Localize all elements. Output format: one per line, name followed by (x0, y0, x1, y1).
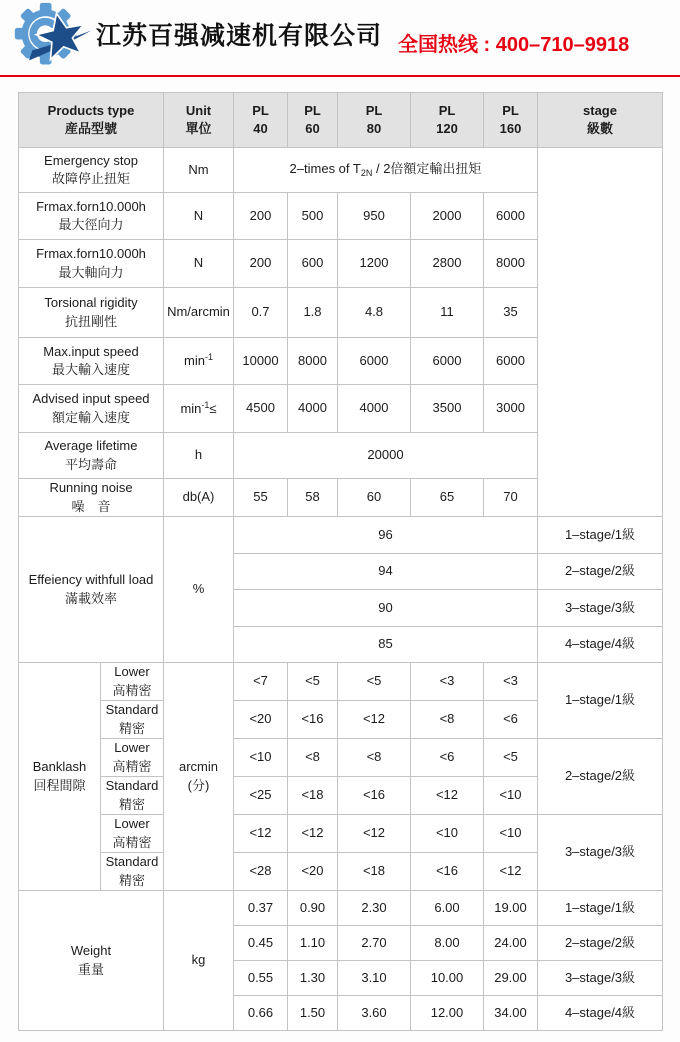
value-cell: <10 (484, 815, 538, 853)
value-cell: <8 (338, 739, 411, 777)
value-cell: <28 (234, 853, 288, 891)
stage-cell: 2–stage/2級 (538, 926, 663, 961)
grade-label: Lower 高精密 (101, 739, 164, 777)
unit-cell: Nm/arcmin (164, 288, 234, 338)
row-backlash-1 (19, 663, 663, 701)
value-cell: 6000 (411, 338, 484, 385)
value-cell: 2.70 (338, 926, 411, 961)
value-cell: <5 (288, 663, 338, 701)
value-cell: 1.10 (288, 926, 338, 961)
value-cell: 500 (288, 193, 338, 240)
value-cell: 1.8 (288, 288, 338, 338)
row-label-backlash: Banklash 回程間隙 (19, 663, 101, 891)
value-cell: <8 (411, 701, 484, 739)
value-cell: 12.00 (411, 996, 484, 1031)
value-cell: <16 (288, 701, 338, 739)
row-backlash-5 (19, 815, 663, 853)
value-cell: 70 (484, 479, 538, 517)
value-cell: <12 (411, 777, 484, 815)
value-cell: <5 (338, 663, 411, 701)
grade-label: Standard 精密 (101, 701, 164, 739)
stage-cell: 1–stage/1級 (538, 517, 663, 554)
row-emergency-stop (19, 148, 663, 193)
col-header-pl80: PL 80 (338, 93, 411, 148)
value-cell: 0.7 (234, 288, 288, 338)
value-cell: 6000 (338, 338, 411, 385)
row-label: Emergency stop 故障停止扭矩 (19, 148, 164, 193)
merged-value-cell: 20000 (234, 433, 538, 479)
value-cell: 65 (411, 479, 484, 517)
row-label: Frmax.forn10.000h 最大徑向力 (19, 193, 164, 240)
unit-cell: $\min^{-1}$ (164, 338, 234, 385)
value-cell: 3.60 (338, 996, 411, 1031)
table-header-row (19, 93, 663, 148)
value-cell: 58 (288, 479, 338, 517)
col-header-stage: stage 級數 (538, 93, 663, 148)
value-cell: 8000 (484, 240, 538, 288)
hotline-text: 全国热线 : 400–710–9918 (398, 34, 630, 56)
spec-table (18, 92, 663, 1031)
stage-empty-cell (538, 148, 663, 517)
value-cell: 4000 (338, 385, 411, 433)
row-weight-1 (19, 891, 663, 926)
value-cell: <12 (234, 815, 288, 853)
value-cell: 8000 (288, 338, 338, 385)
stage-cell: 3–stage/3級 (538, 961, 663, 996)
grade-label: Standard 精密 (101, 853, 164, 891)
unit-cell: db(A) (164, 479, 234, 517)
merged-value-cell: 85 (234, 627, 538, 663)
value-cell: <12 (338, 815, 411, 853)
merged-value-cell: 2–times of $T_{2N} / 2$倍額定輸出扭矩 (234, 148, 538, 193)
value-cell: 0.37 (234, 891, 288, 926)
value-cell: 0.45 (234, 926, 288, 961)
value-cell: 6000 (484, 338, 538, 385)
value-cell: 10000 (234, 338, 288, 385)
row-label: Average lifetime 平均壽命 (19, 433, 164, 479)
col-header-pl160: PL 160 (484, 93, 538, 148)
row-label-weight: Weight 重量 (19, 891, 164, 1031)
value-cell: <12 (288, 815, 338, 853)
row-label-efficiency: Effeiency withfull load 滿載效率 (19, 517, 164, 663)
value-cell: <5 (484, 739, 538, 777)
value-cell: 4000 (288, 385, 338, 433)
unit-cell: N (164, 240, 234, 288)
unit-cell: kg (164, 891, 234, 1031)
value-cell: <6 (484, 701, 538, 739)
stage-cell: 3–stage/3級 (538, 815, 663, 891)
unit-cell: Nm (164, 148, 234, 193)
value-cell: 55 (234, 479, 288, 517)
grade-label: Lower 高精密 (101, 815, 164, 853)
stage-cell: 1–stage/1級 (538, 891, 663, 926)
value-cell: <10 (484, 777, 538, 815)
value-cell: 29.00 (484, 961, 538, 996)
row-backlash-3 (19, 739, 663, 777)
unit-cell: arcmin (分) (164, 663, 234, 891)
stage-cell: 3–stage/3級 (538, 590, 663, 627)
value-cell: 200 (234, 240, 288, 288)
value-cell: 10.00 (411, 961, 484, 996)
unit-cell: % (164, 517, 234, 663)
value-cell: 35 (484, 288, 538, 338)
value-cell: 4.8 (338, 288, 411, 338)
value-cell: 1200 (338, 240, 411, 288)
value-cell: 2800 (411, 240, 484, 288)
col-header-pl120: PL 120 (411, 93, 484, 148)
value-cell: 1.50 (288, 996, 338, 1031)
stage-cell: 2–stage/2級 (538, 739, 663, 815)
value-cell: 950 (338, 193, 411, 240)
stage-cell: 1–stage/1級 (538, 663, 663, 739)
value-cell: 0.66 (234, 996, 288, 1031)
value-cell: 1.30 (288, 961, 338, 996)
merged-value-cell: 90 (234, 590, 538, 627)
value-cell: 19.00 (484, 891, 538, 926)
row-label: Max.input speed 最大輸入速度 (19, 338, 164, 385)
value-cell: 60 (338, 479, 411, 517)
divider-line (0, 75, 680, 77)
col-header-pl40: PL 40 (234, 93, 288, 148)
value-cell: 11 (411, 288, 484, 338)
merged-value-cell: 94 (234, 554, 538, 590)
grade-label: Standard 精密 (101, 777, 164, 815)
value-cell: 0.55 (234, 961, 288, 996)
value-cell: <20 (288, 853, 338, 891)
company-name: 江苏百强减速机有限公司 (96, 22, 383, 50)
merged-value-cell: 96 (234, 517, 538, 554)
value-cell: <20 (234, 701, 288, 739)
value-cell: <16 (338, 777, 411, 815)
col-header-pl60: PL 60 (288, 93, 338, 148)
unit-cell: $\min^{-1}\le$ (164, 385, 234, 433)
value-cell: <18 (288, 777, 338, 815)
value-cell: <8 (288, 739, 338, 777)
value-cell: <3 (484, 663, 538, 701)
value-cell: 2000 (411, 193, 484, 240)
stage-cell: 4–stage/4級 (538, 996, 663, 1031)
stage-cell: 4–stage/4級 (538, 627, 663, 663)
value-cell: 8.00 (411, 926, 484, 961)
value-cell: <25 (234, 777, 288, 815)
gear-star-logo-icon (12, 2, 96, 72)
value-cell: 4500 (234, 385, 288, 433)
value-cell: <3 (411, 663, 484, 701)
value-cell: <7 (234, 663, 288, 701)
value-cell: <10 (234, 739, 288, 777)
value-cell: <6 (411, 739, 484, 777)
value-cell: 0.90 (288, 891, 338, 926)
row-efficiency-1 (19, 517, 663, 554)
row-label: Running noise 噪 音 (19, 479, 164, 517)
value-cell: 3500 (411, 385, 484, 433)
value-cell: <16 (411, 853, 484, 891)
value-cell: 2.30 (338, 891, 411, 926)
value-cell: 200 (234, 193, 288, 240)
value-cell: <12 (338, 701, 411, 739)
row-label: Frmax.forn10.000h 最大軸向力 (19, 240, 164, 288)
row-label: Torsional rigidity 抗扭剛性 (19, 288, 164, 338)
value-cell: <10 (411, 815, 484, 853)
value-cell: <12 (484, 853, 538, 891)
value-cell: <18 (338, 853, 411, 891)
grade-label: Lower 高精密 (101, 663, 164, 701)
col-header-unit: Unit 單位 (164, 93, 234, 148)
value-cell: 6.00 (411, 891, 484, 926)
value-cell: 3.10 (338, 961, 411, 996)
value-cell: 6000 (484, 193, 538, 240)
row-label: Advised input speed 額定輸入速度 (19, 385, 164, 433)
value-cell: 34.00 (484, 996, 538, 1031)
unit-cell: N (164, 193, 234, 240)
value-cell: 600 (288, 240, 338, 288)
unit-cell: h (164, 433, 234, 479)
value-cell: 3000 (484, 385, 538, 433)
value-cell: 24.00 (484, 926, 538, 961)
stage-cell: 2–stage/2級 (538, 554, 663, 590)
col-header-products-type: Products type 産品型號 (19, 93, 164, 148)
